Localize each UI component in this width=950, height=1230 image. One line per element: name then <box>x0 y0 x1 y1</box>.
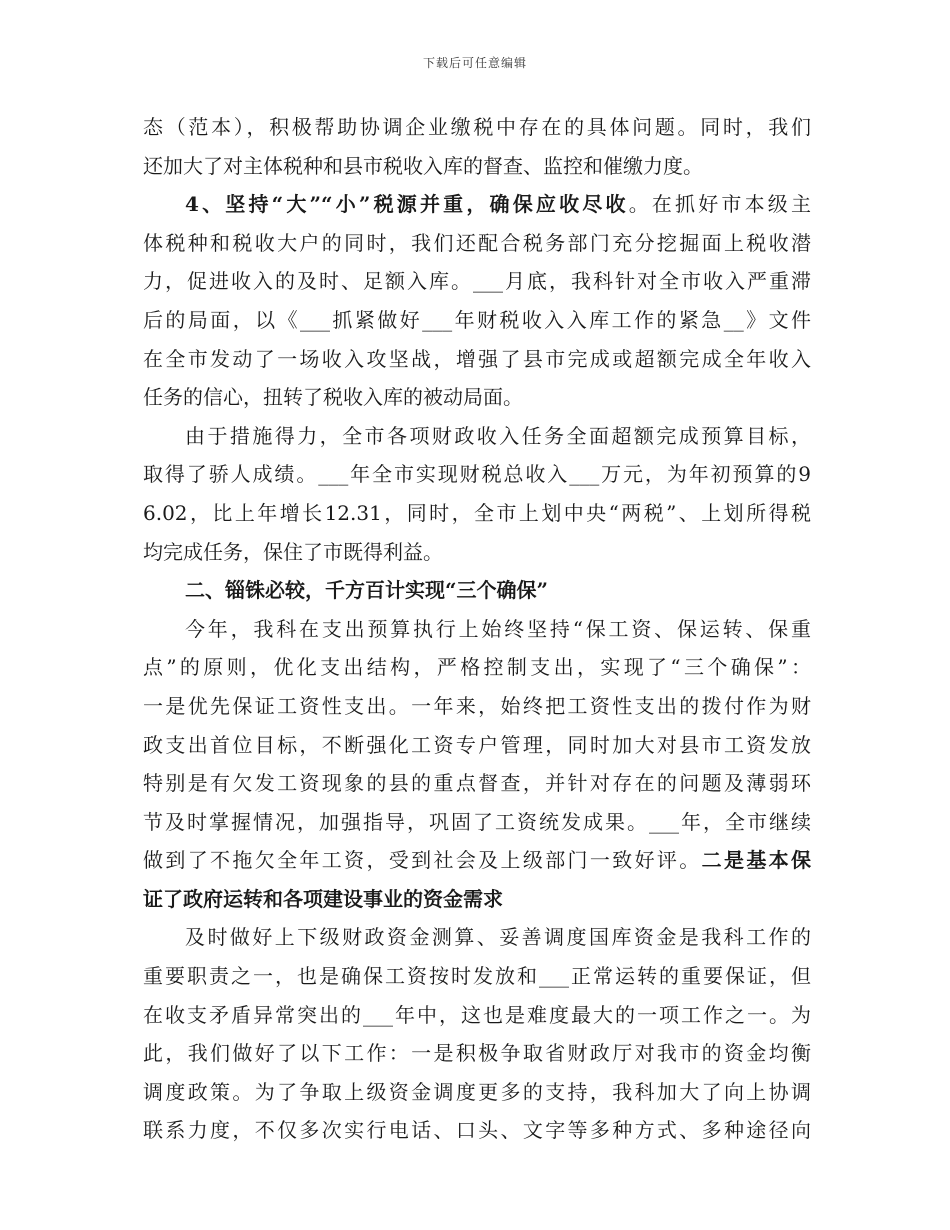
text-line <box>143 301 811 340</box>
body-text: 节及时掌握情况，加强指导，巩固了工资统发成果。___年，全市继续 <box>143 809 811 834</box>
text-line <box>143 494 811 533</box>
body-text: 力，促进收入的及时、足额入库。___月底，我科针对全市收入严重滞 <box>143 269 811 294</box>
page-header: 下载后可任意编辑 <box>422 56 527 70</box>
text-line <box>143 533 811 572</box>
text-line <box>143 571 811 610</box>
body-text: 均完成任务，保住了市既得利益。 <box>143 539 443 564</box>
body-text: 取得了骄人成绩。___年全市实现财税总收入___万元，为年初预算的9 <box>143 462 811 487</box>
text-line <box>143 764 811 803</box>
text-line <box>143 918 811 957</box>
body-text: 体税种和税收大户的同时，我们还配合税务部门充分挖掘面上税收潜 <box>143 230 811 255</box>
text-line <box>143 687 811 726</box>
text-line <box>143 108 811 147</box>
text-line <box>143 1111 811 1150</box>
body-text: 6.02，比上年增长12.31，同时，全市上划中央“两税”、上划所得税 <box>143 500 811 525</box>
bold-text: 证了政府运转和各项建设事业的资金需求 <box>143 886 503 911</box>
bold-text: 二是基本保 <box>701 848 812 873</box>
text-line <box>143 996 811 1035</box>
bold-text: 4、坚持“大”“小”税源并重，确保应收尽收 <box>185 192 629 217</box>
text-line <box>143 378 811 417</box>
body-text: 此，我们做好了以下工作：一是积极争取省财政厅对我市的资金均衡 <box>143 1041 811 1066</box>
text-line <box>143 1073 811 1112</box>
body-text: 在收支矛盾异常突出的___年中，这也是难度最大的一项工作之一。为 <box>143 1002 811 1027</box>
text-line <box>143 880 811 919</box>
body-text: 在全市发动了一场收入攻坚战，增强了县市完成或超额完成全年收入 <box>143 346 811 371</box>
body-text: 特别是有欠发工资现象的县的重点督查，并针对存在的问题及薄弱环 <box>143 771 811 796</box>
text-line <box>143 648 811 687</box>
text-line <box>143 726 811 765</box>
text-line <box>143 841 811 880</box>
body-text: 点”的原则，优化支出结构，严格控制支出，实现了“三个确保”： <box>143 655 811 680</box>
text-line <box>143 1034 811 1073</box>
text-line <box>143 147 811 186</box>
body-text: 。在抓好市本级主 <box>628 192 811 217</box>
body-text: 联系力度，不仅多次实行电话、口头、文字等多种方式、多种途径向 <box>143 1118 811 1143</box>
body-text: 政支出首位目标，不断强化工资专户管理，同时加大对县市工资发放 <box>143 732 811 757</box>
document-body <box>143 108 811 1150</box>
bold-text: 二、锱铢必较，千方百计实现“三个确保” <box>185 578 549 603</box>
body-text: 调度政策。为了争取上级资金调度更多的支持，我科加大了向上协调 <box>143 1079 811 1104</box>
text-line <box>143 340 811 379</box>
body-text: 做到了不拖欠全年工资，受到社会及上级部门一致好评。 <box>143 848 702 873</box>
body-text: 态（范本），积极帮助协调企业缴税中存在的具体问题。同时，我们 <box>143 115 811 139</box>
body-text: 由于措施得力，全市各项财政收入任务全面超额完成预算目标， <box>185 423 811 448</box>
body-text: 任务的信心，扭转了税收入库的被动局面。 <box>143 385 523 410</box>
text-line <box>143 224 811 263</box>
body-text: 今年，我科在支出预算执行上始终坚持“保工资、保运转、保重 <box>185 616 811 641</box>
body-text: 及时做好上下级财政资金测算、妥善调度国库资金是我科工作的 <box>185 925 811 950</box>
body-text: 还加大了对主体税种和县市税收入库的督查、监控和催缴力度。 <box>143 153 703 178</box>
body-text: 后的局面，以《___抓紧做好___年财税收入入库工作的紧急__》文件 <box>143 307 811 332</box>
text-line <box>143 185 811 224</box>
text-line <box>143 610 811 649</box>
text-line <box>143 957 811 996</box>
text-line <box>143 262 811 301</box>
body-text: 一是优先保证工资性支出。一年来，始终把工资性支出的拨付作为财 <box>143 693 811 718</box>
body-text: 重要职责之一，也是确保工资按时发放和___正常运转的重要保证，但 <box>143 964 811 989</box>
text-line <box>143 803 811 842</box>
text-line <box>143 417 811 456</box>
text-line <box>143 455 811 494</box>
